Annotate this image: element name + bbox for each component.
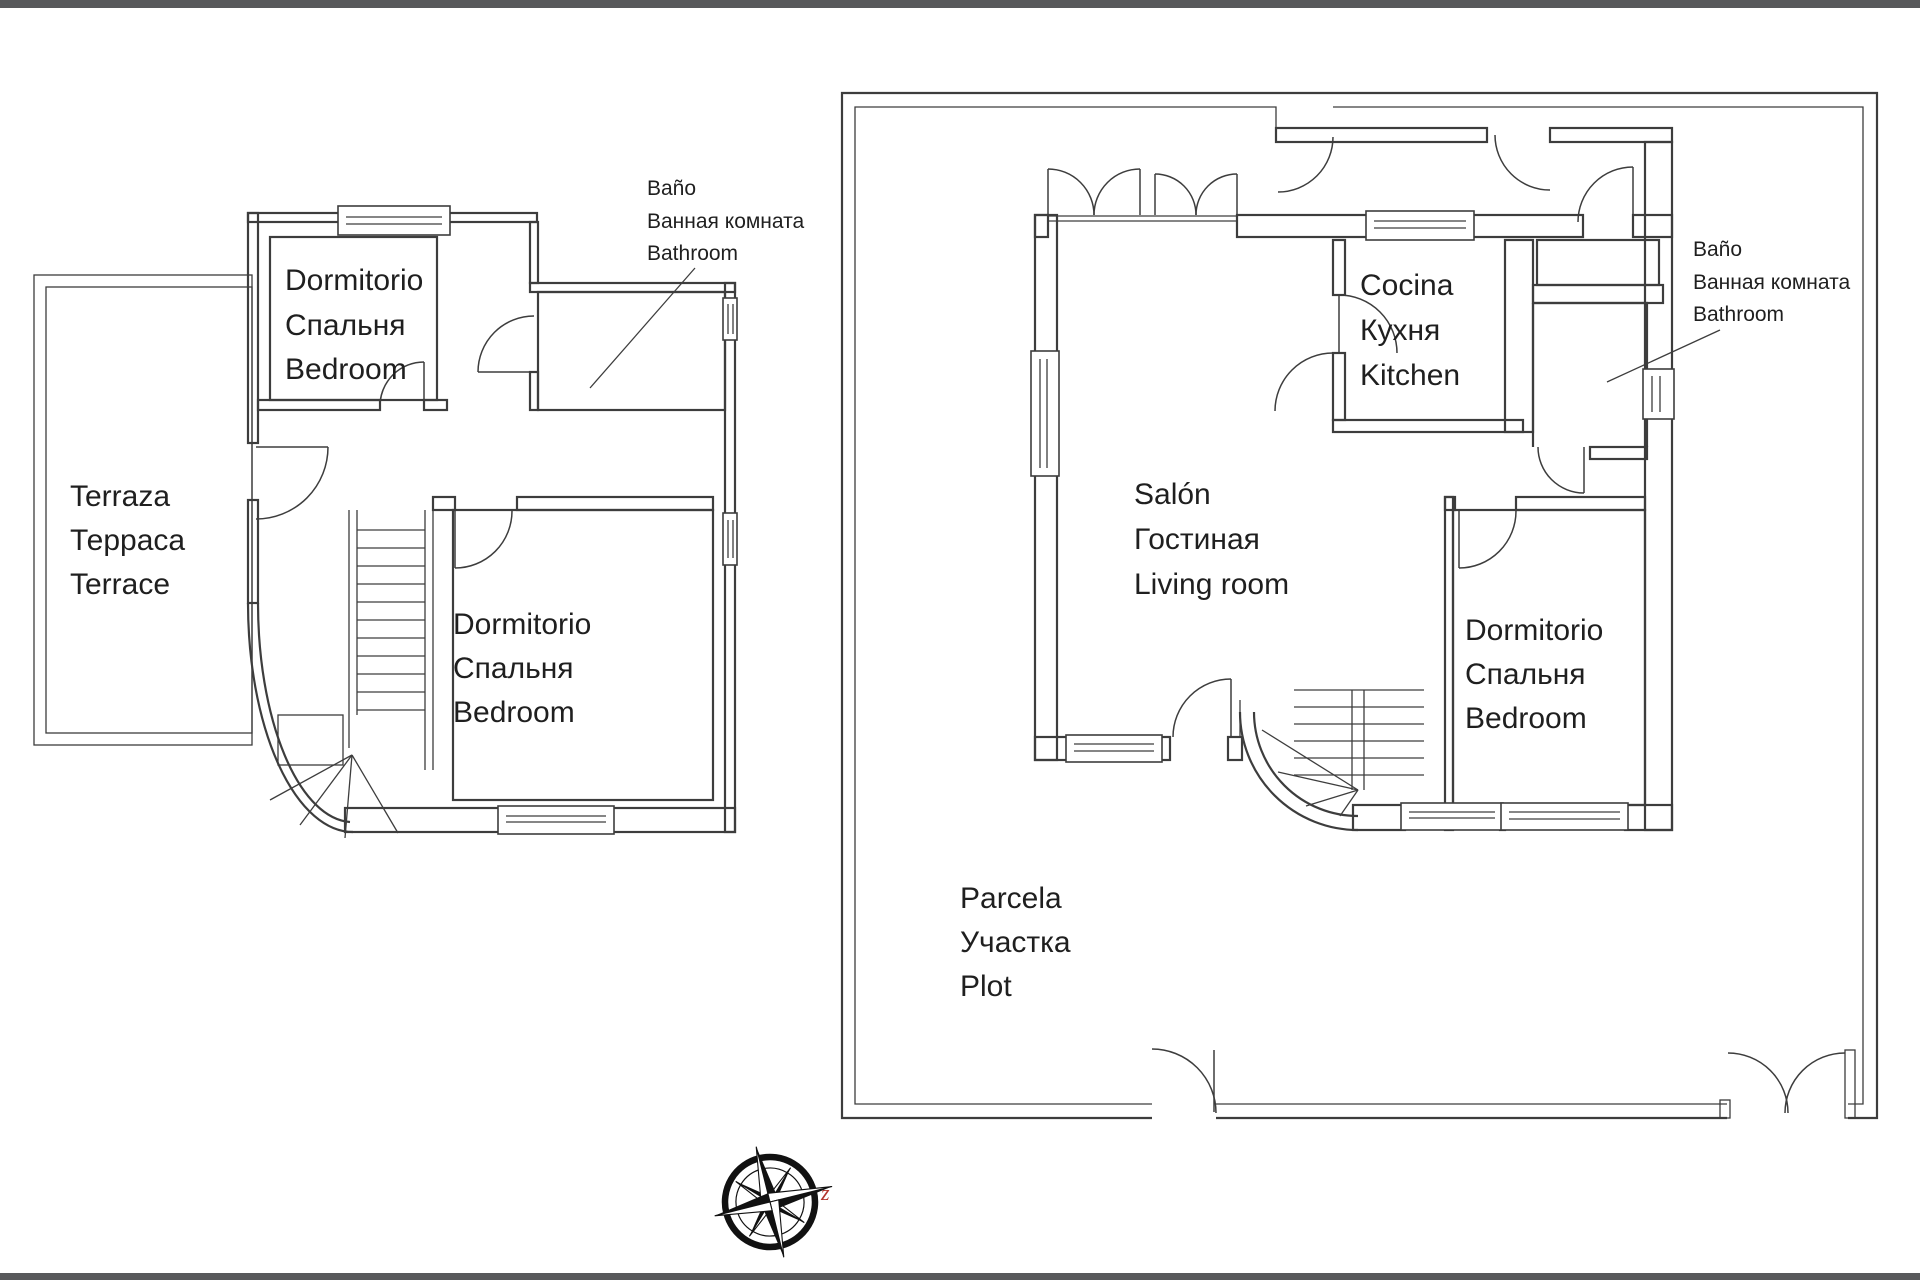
upper-bedroom2-room bbox=[433, 497, 713, 800]
ground-staircase bbox=[1262, 690, 1424, 816]
label-line: Parcela bbox=[960, 882, 1062, 915]
window-living-room-left bbox=[1031, 351, 1059, 476]
upper-bathroom-room bbox=[478, 292, 725, 410]
door-swing-living-room bbox=[1275, 353, 1333, 411]
door-swing-porch bbox=[1495, 135, 1550, 190]
label-line: Salón bbox=[1134, 478, 1211, 511]
label-line: Dormitorio bbox=[285, 264, 424, 297]
room-label-upper-bedroom2 bbox=[453, 608, 591, 729]
label-line: Dormitorio bbox=[453, 608, 592, 641]
label-line: Terraza bbox=[70, 480, 171, 513]
callout-label-ground-bathroom bbox=[1607, 238, 1851, 382]
room-label-kitchen bbox=[1360, 269, 1460, 392]
label-line: Plot bbox=[960, 970, 1012, 1003]
door-swing-terrace bbox=[256, 447, 328, 519]
label-line: Ванная комната bbox=[647, 210, 805, 233]
label-line: Терраса bbox=[70, 524, 186, 557]
door-swing-garden bbox=[1173, 679, 1231, 737]
window-bathroom-right-ground bbox=[1643, 369, 1674, 419]
door-swing-entry bbox=[1578, 167, 1633, 222]
door-swing-bedroom2 bbox=[455, 510, 512, 568]
leader-line bbox=[590, 268, 695, 388]
label-line: Спальня bbox=[285, 309, 406, 342]
label-line: Участка bbox=[960, 926, 1071, 959]
label-line: Гостиная bbox=[1134, 523, 1260, 556]
room-label-plot bbox=[960, 882, 1071, 1003]
window-hall-bottom bbox=[1401, 803, 1503, 830]
label-line: Bedroom bbox=[285, 353, 407, 386]
upper-staircase bbox=[270, 510, 433, 838]
label-line: Dormitorio bbox=[1465, 614, 1604, 647]
label-line: Cocina bbox=[1360, 269, 1454, 302]
top-frame-bar bbox=[0, 0, 1920, 8]
window-living-room-bottom bbox=[1066, 735, 1162, 762]
label-line: Кухня bbox=[1360, 314, 1441, 347]
room-label-living-room bbox=[1134, 478, 1289, 601]
porch-walls bbox=[1276, 128, 1672, 190]
french-door-swings bbox=[1048, 169, 1237, 215]
north-marker: z bbox=[821, 1180, 830, 1205]
label-line: Спальня bbox=[1465, 658, 1586, 691]
label-line: Спальня bbox=[453, 652, 574, 685]
door-swing-bedroom-ground bbox=[1459, 510, 1516, 568]
gate-swing-bottom bbox=[1152, 1049, 1216, 1113]
window-kitchen-top bbox=[1366, 211, 1474, 240]
window-bathroom-right bbox=[723, 298, 737, 340]
label-line: Bathroom bbox=[647, 242, 739, 265]
label-line: Bedroom bbox=[453, 696, 575, 729]
gate-post bbox=[1720, 1100, 1730, 1118]
window-bedroom-bottom bbox=[1501, 803, 1628, 830]
room-label-upper-bedroom1 bbox=[285, 264, 423, 386]
ground-floor-plan bbox=[842, 93, 1877, 1118]
label-line: Living room bbox=[1134, 568, 1290, 601]
room-label-ground-bedroom bbox=[1465, 614, 1603, 735]
room-label-terrace bbox=[70, 480, 185, 601]
compass-rose bbox=[701, 1131, 846, 1271]
label-line: Bathroom bbox=[1693, 303, 1785, 326]
double-gate-swing bbox=[1728, 1053, 1845, 1113]
door-swing-bathroom-ground bbox=[1538, 447, 1584, 493]
gate-swing-top bbox=[1278, 137, 1333, 192]
door-swing-bathroom-upper bbox=[478, 316, 534, 372]
label-line: Ванная комната bbox=[1693, 271, 1851, 294]
label-line: Kitchen bbox=[1360, 359, 1461, 392]
upper-floor-plan bbox=[34, 177, 805, 838]
window-bedroom2-bottom bbox=[498, 806, 614, 834]
window-bedroom1-top bbox=[338, 206, 450, 235]
window-bedroom2-right bbox=[723, 513, 737, 565]
label-line: Baño bbox=[1693, 238, 1743, 261]
gate-post bbox=[1845, 1050, 1855, 1118]
label-line: Bedroom bbox=[1465, 702, 1587, 735]
label-line: Baño bbox=[647, 177, 697, 200]
label-line: Terrace bbox=[70, 568, 171, 601]
bathroom-walls bbox=[1533, 240, 1663, 493]
bottom-frame-bar bbox=[0, 1273, 1920, 1280]
